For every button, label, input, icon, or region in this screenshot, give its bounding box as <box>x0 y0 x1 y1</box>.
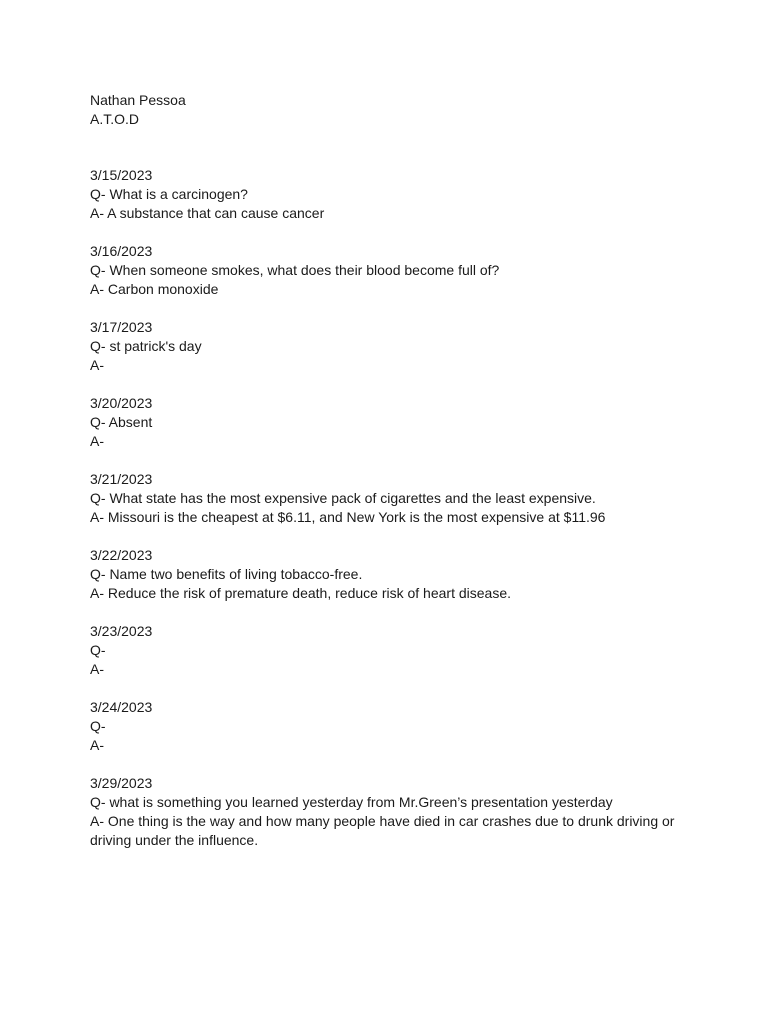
journal-entry <box>90 318 690 375</box>
journal-entry <box>90 774 690 850</box>
journal-entry <box>90 470 690 527</box>
document-page <box>90 91 690 869</box>
journal-entry <box>90 622 690 679</box>
entry-date: 3/16/2023 <box>90 243 153 259</box>
journal-entry <box>90 242 690 299</box>
entry-question: Q- what is something you learned yesterday from Mr.Green’s presentation yesterday <box>90 794 613 810</box>
class-name: A.T.O.D <box>90 111 140 127</box>
entry-question: Q- <box>90 718 106 734</box>
entry-question: Q- st patrick's day <box>90 338 202 354</box>
entry-question: Q- Name two benefits of living tobacco-free. <box>90 566 363 582</box>
entry-question: Q- When someone smokes, what does their blood become full of? <box>90 262 500 278</box>
entry-answer: A- <box>90 661 104 677</box>
journal-entry <box>90 698 690 755</box>
author-name: Nathan Pessoa <box>90 92 186 108</box>
entry-question: Q- What is a carcinogen? <box>90 186 248 202</box>
entry-question: Q- What state has the most expensive pack of cigarettes and the least expensive. <box>90 490 596 506</box>
journal-entry <box>90 546 690 603</box>
entry-date: 3/29/2023 <box>90 775 153 791</box>
entry-date: 3/15/2023 <box>90 167 153 183</box>
journal-entry <box>90 166 690 223</box>
entry-answer: A- Carbon monoxide <box>90 281 219 297</box>
entry-answer: A- <box>90 433 104 449</box>
entry-answer: A- One thing is the way and how many people have died in car crashes due to drunk driving or driving under the influence. <box>90 813 675 848</box>
journal-entry <box>90 394 690 451</box>
entry-answer: A- Missouri is the cheapest at $6.11, and New York is the most expensive at $11.96 <box>90 509 606 525</box>
entry-date: 3/20/2023 <box>90 395 153 411</box>
entry-answer: A- <box>90 737 104 753</box>
entry-date: 3/24/2023 <box>90 699 153 715</box>
entry-date: 3/21/2023 <box>90 471 153 487</box>
document-header <box>90 91 690 129</box>
entry-date: 3/23/2023 <box>90 623 153 639</box>
entry-date: 3/22/2023 <box>90 547 153 563</box>
entry-question: Q- Absent <box>90 414 153 430</box>
entry-answer: A- A substance that can cause cancer <box>90 205 325 221</box>
entry-answer: A- Reduce the risk of premature death, reduce risk of heart disease. <box>90 585 511 601</box>
entry-date: 3/17/2023 <box>90 319 153 335</box>
entry-question: Q- <box>90 642 106 658</box>
entry-answer: A- <box>90 357 104 373</box>
